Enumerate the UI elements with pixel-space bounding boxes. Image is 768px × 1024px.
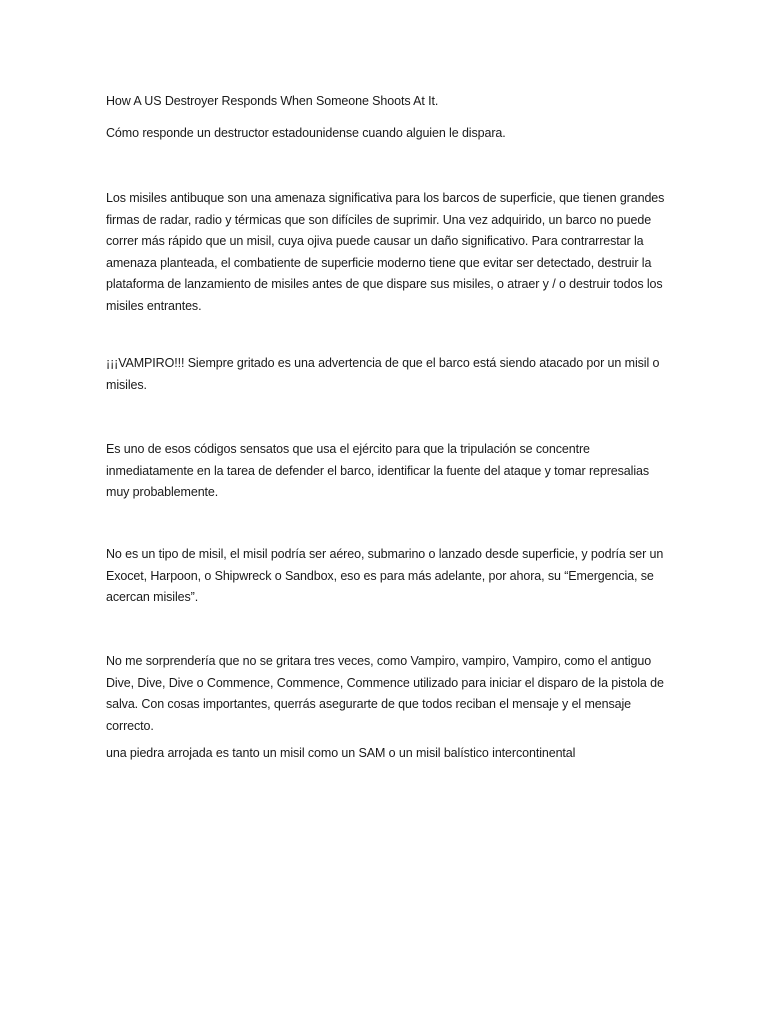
title-spanish: Cómo responde un destructor estadounidense cuando alguien le dispara.: [106, 126, 506, 140]
title-english: How A US Destroyer Responds When Someone Shoots At It.: [106, 94, 439, 108]
paragraph-antiship-missiles: Los misiles antibuque son una amenaza significativa para los barcos de superficie, que tienen grandes firmas de radar, radio y térmicas que son difíciles de suprimir. Una vez adquirido, un barco no puede correr más rápido que un misil, cuya ojiva puede causar un daño significativo. Para contrarrestar la amenaza planteada, el combatiente de superficie moderno tiene que evitar ser detectado, destruir la plataforma de lanzamiento de misiles antes de que dispare sus misiles, o atraer y / o destruir todos los misiles entrantes.: [106, 191, 665, 313]
paragraph-missile-type: No es un tipo de misil, el misil podría ser aéreo, submarino o lanzado desde superficie, y podría ser un Exocet, Harpoon, o Shipwreck o Sandbox, eso es para más adelante, por ahora, su “Emergencia, se acercan misiles”.: [106, 547, 664, 604]
paragraph-codes: Es uno de esos códigos sensatos que usa el ejército para que la tripulación se concentre inmediatamente en la tarea de defender el barco, identificar la fuente del ataque y tomar represalias muy probablemente.: [106, 442, 650, 499]
paragraph-stone: una piedra arrojada es tanto un misil como un SAM o un misil balístico intercontinental: [106, 746, 576, 760]
paragraph-vampiro: ¡¡¡VAMPIRO!!! Siempre gritado es una advertencia de que el barco está siendo atacado por un misil o misiles.: [106, 356, 660, 392]
paragraph-three-times: No me sorprendería que no se gritara tres veces, como Vampiro, vampiro, Vampiro, como el antiguo Dive, Dive, Dive o Commence, Commence, Commence utilizado para iniciar el disparo de la pistola de salva. Con cosas importantes, querrás asegurarte de que todos reciban el mensaje y el mensaje correcto.: [106, 654, 664, 733]
